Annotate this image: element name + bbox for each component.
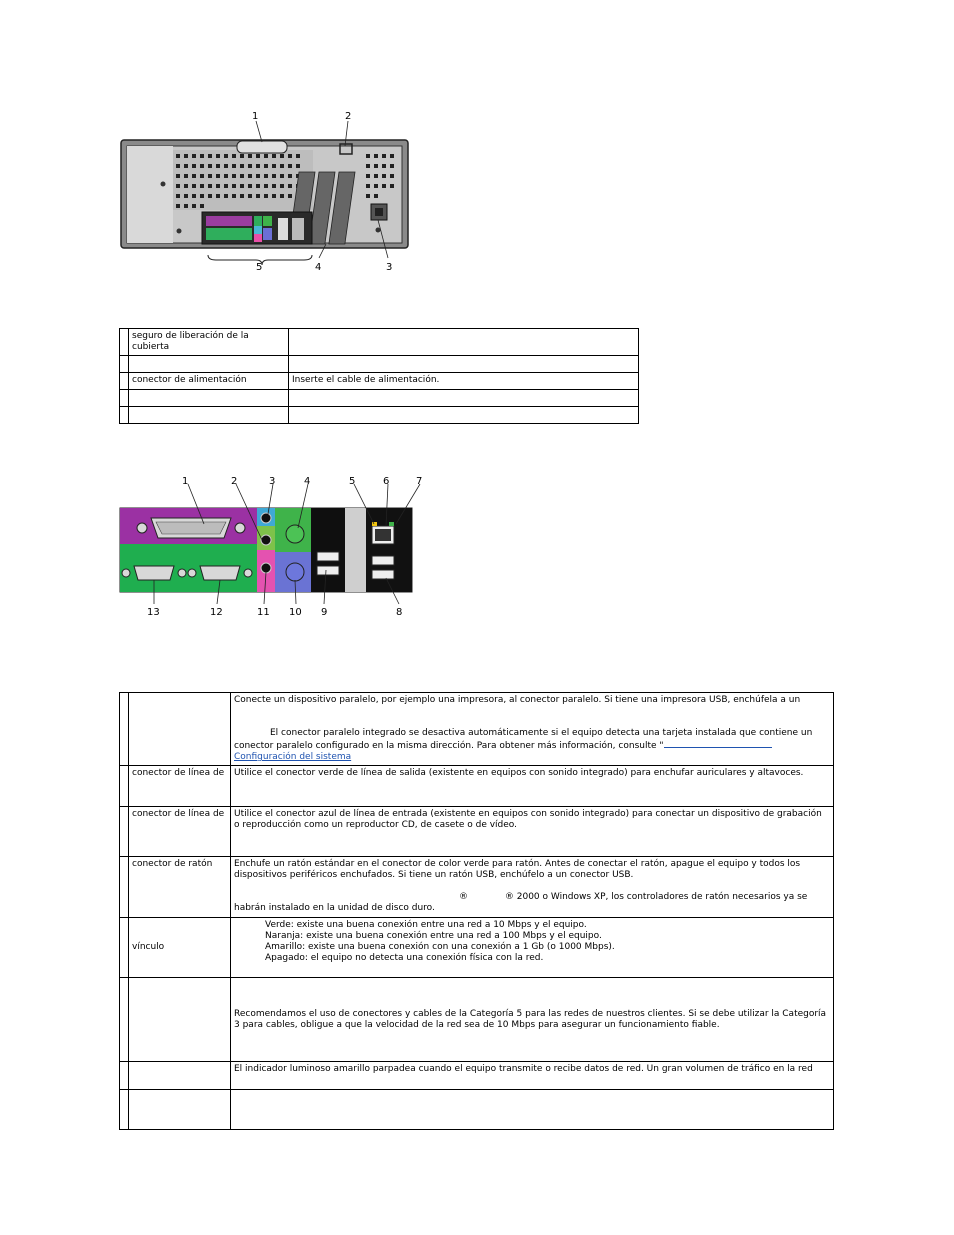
row-label bbox=[129, 978, 231, 1062]
row-description bbox=[231, 1090, 834, 1130]
row-description bbox=[289, 329, 639, 356]
row-description: Utilice el conector verde de línea de salida (existente en equipos con sonido integrado) para enchufar auriculares y altavoces. bbox=[231, 766, 834, 807]
table-row bbox=[120, 807, 834, 857]
row-label bbox=[129, 1062, 231, 1090]
parallel-desc: Conecte un dispositivo paralelo, por ejemplo una impresora, al conector paralelo. Si tiene una impresora USB, enchúfela a un bbox=[234, 695, 801, 705]
row-number bbox=[120, 407, 129, 424]
row-number bbox=[120, 857, 129, 918]
row-number bbox=[120, 390, 129, 407]
callout-9: 9 bbox=[321, 607, 328, 618]
list-item: Naranja: existe una buena conexión entre una red a 100 Mbps y el equipo. bbox=[265, 931, 602, 941]
back-panel-connectors-figure bbox=[116, 474, 428, 620]
row-label: seguro de liberación de la cubierta bbox=[129, 329, 289, 356]
callout-2: 2 bbox=[231, 476, 238, 487]
row-number bbox=[120, 356, 129, 373]
callout-5: 5 bbox=[349, 476, 356, 487]
row-label: conector de alimentación bbox=[129, 373, 289, 390]
table-row bbox=[120, 373, 639, 390]
table-row bbox=[120, 918, 834, 978]
callout-8: 8 bbox=[396, 607, 403, 618]
table-row bbox=[120, 407, 639, 424]
row-description bbox=[231, 857, 834, 918]
callout-1: 1 bbox=[252, 111, 259, 122]
row-label bbox=[129, 693, 231, 766]
list-item: Amarillo: existe una buena conexión con una conexión a 1 Gb (o 1000 Mbps). bbox=[265, 942, 615, 952]
row-label: vínculo bbox=[129, 918, 231, 978]
row-number bbox=[120, 329, 129, 356]
callout-4: 4 bbox=[315, 262, 322, 273]
row-label: conector de línea de bbox=[129, 766, 231, 807]
row-number bbox=[120, 978, 129, 1062]
row-label bbox=[129, 407, 289, 424]
row-description bbox=[289, 407, 639, 424]
callout-3: 3 bbox=[269, 476, 276, 487]
row-description bbox=[289, 390, 639, 407]
row-label bbox=[129, 356, 289, 373]
callout-10: 10 bbox=[289, 607, 302, 618]
row-number bbox=[120, 766, 129, 807]
row-label bbox=[129, 1090, 231, 1130]
registered-mark: ® bbox=[459, 892, 468, 902]
row-description: El indicador luminoso amarillo parpadea cuando el equipo transmite o recibe datos de red. Un gran volumen de tráfico en la red bbox=[231, 1062, 834, 1090]
mouse-desc: Enchufe un ratón estándar en el conector de color verde para ratón. Antes de conectar el ratón, apague el equipo y todos los dispositivos periféricos enchufados. Si tiene un ratón USB, enchúfelo a un conector USB. bbox=[234, 859, 801, 880]
table-row bbox=[120, 329, 639, 356]
row-label bbox=[129, 390, 289, 407]
row-description: Utilice el conector azul de línea de entrada (existente en equipos con sonido integrado) para conectar un dispositivo de grabación o reproducción como un reproductor CD, de casete o de vídeo. bbox=[231, 807, 834, 857]
callout-4: 4 bbox=[304, 476, 311, 487]
callout-7: 7 bbox=[416, 476, 423, 487]
table-row bbox=[120, 390, 639, 407]
callout-3: 3 bbox=[386, 262, 393, 273]
table-row bbox=[120, 1090, 834, 1130]
parallel-note: El conector paralelo integrado se desactiva automáticamente si el equipo detecta una tarjeta instalada que contiene un conector paralelo configurado en la misma dirección. Para obtener más información, consulte " bbox=[234, 728, 813, 751]
setup-link[interactable]: Configuración del sistema bbox=[234, 752, 352, 762]
callout-13: 13 bbox=[147, 607, 160, 618]
callout-11: 11 bbox=[257, 607, 270, 618]
row-number bbox=[120, 918, 129, 978]
connectors-table bbox=[119, 692, 834, 1130]
row-description bbox=[231, 918, 834, 978]
table-row bbox=[120, 857, 834, 918]
table-row bbox=[120, 766, 834, 807]
table-row bbox=[120, 1062, 834, 1090]
row-description: Recomendamos el uso de conectores y cables de la Categoría 5 para las redes de nuestros clientes. Si se debe utilizar la Categoría 3 para cables, obligue a que la velocidad de la red sea de 10 Mbps para asegurar un funcionamiento fiable. bbox=[231, 978, 834, 1062]
row-label: conector de línea de bbox=[129, 807, 231, 857]
row-number bbox=[120, 373, 129, 390]
table-row bbox=[120, 693, 834, 766]
row-description bbox=[231, 693, 834, 766]
callout-1: 1 bbox=[182, 476, 189, 487]
row-description bbox=[289, 356, 639, 373]
row-description: Inserte el cable de alimentación. bbox=[289, 373, 639, 390]
callout-6: 6 bbox=[383, 476, 390, 487]
table-row bbox=[120, 356, 639, 373]
row-number bbox=[120, 807, 129, 857]
row-number bbox=[120, 1062, 129, 1090]
row-number bbox=[120, 693, 129, 766]
table-row bbox=[120, 978, 834, 1062]
link-underline bbox=[664, 739, 772, 748]
row-label: conector de ratón bbox=[129, 857, 231, 918]
row-number bbox=[120, 1090, 129, 1130]
list-item: Apagado: el equipo no detecta una conexión física con la red. bbox=[265, 953, 544, 963]
mouse-driver-note-end: habrán instalado en la unidad de disco duro. bbox=[234, 903, 435, 913]
callout-5: 5 bbox=[256, 262, 263, 273]
computer-back-figure bbox=[116, 108, 416, 278]
list-item: Verde: existe una buena conexión entre una red a 10 Mbps y el equipo. bbox=[265, 920, 587, 930]
callout-2: 2 bbox=[345, 111, 352, 122]
back-panel-table bbox=[119, 328, 639, 424]
callout-12: 12 bbox=[210, 607, 223, 618]
mouse-driver-note: ® 2000 o Windows XP, los controladores de ratón necesarios ya se bbox=[504, 892, 808, 902]
